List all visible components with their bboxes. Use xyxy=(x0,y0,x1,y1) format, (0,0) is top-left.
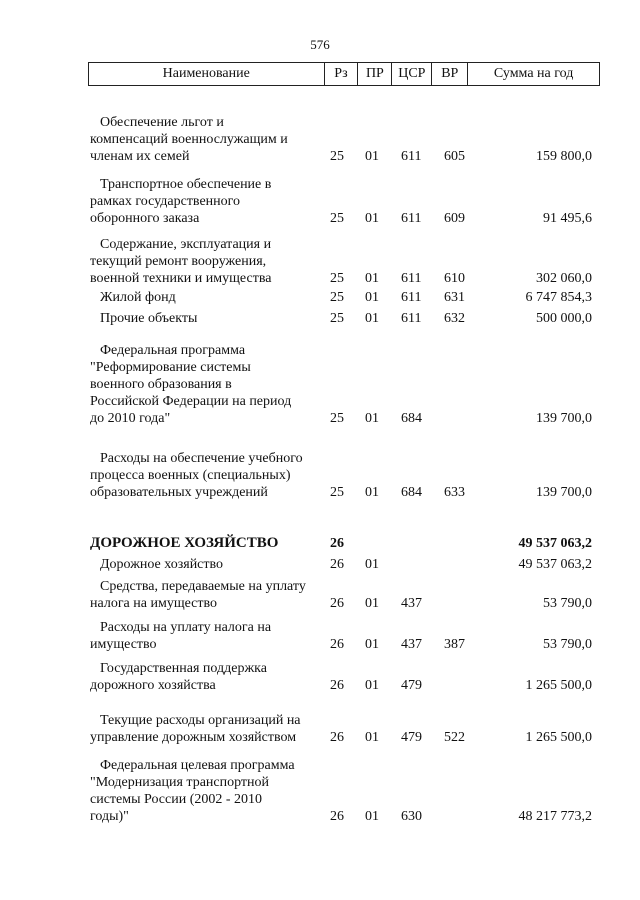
cell-vr: 609 xyxy=(444,211,465,226)
table-row xyxy=(0,310,640,327)
row-name-line: Содержание, эксплуатация и xyxy=(100,237,272,252)
row-name xyxy=(90,535,326,552)
cell-vr: 605 xyxy=(444,149,465,164)
table-row xyxy=(0,342,640,427)
row-name-line: Расходы на обеспечение учебного xyxy=(100,451,303,466)
cell-pr: 01 xyxy=(365,211,379,226)
cell-vr: 387 xyxy=(444,637,465,652)
row-name-line: Федеральная программа xyxy=(100,343,246,358)
cell-pr: 01 xyxy=(365,411,379,426)
cell-sum: 53 790,0 xyxy=(543,596,592,611)
cell-vr: 631 xyxy=(444,290,465,305)
column-header-csr: ЦСР xyxy=(392,63,432,86)
cell-rz: 26 xyxy=(330,678,344,693)
row-name xyxy=(90,757,326,825)
row-name xyxy=(90,450,326,501)
row-name xyxy=(90,578,326,612)
cell-sum: 1 265 500,0 xyxy=(525,678,592,693)
row-name-line: образовательных учреждений xyxy=(90,485,268,500)
cell-rz: 26 xyxy=(330,536,344,551)
cell-vr: 522 xyxy=(444,730,465,745)
row-name xyxy=(90,176,326,227)
row-name-line: системы России (2002 - 2010 xyxy=(90,792,263,807)
row-name-line: Государственная поддержка xyxy=(100,661,267,676)
cell-pr: 01 xyxy=(365,485,379,500)
row-name xyxy=(90,660,326,694)
row-name-line: членам их семей xyxy=(90,149,190,164)
table-row xyxy=(0,619,640,653)
cell-rz: 25 xyxy=(330,485,344,500)
cell-csr: 611 xyxy=(401,149,422,164)
row-name-line: налога на имущество xyxy=(90,596,218,611)
cell-sum: 1 265 500,0 xyxy=(525,730,592,745)
cell-csr: 611 xyxy=(401,311,422,326)
row-name-line: Транспортное обеспечение в xyxy=(100,177,272,192)
cell-pr: 01 xyxy=(365,678,379,693)
row-name xyxy=(90,342,326,427)
cell-pr: 01 xyxy=(365,290,379,305)
cell-pr: 01 xyxy=(365,149,379,164)
cell-sum: 91 495,6 xyxy=(543,211,592,226)
row-name-line: дорожного хозяйства xyxy=(90,678,216,693)
row-name-line: Федеральная целевая программа xyxy=(100,758,295,773)
cell-pr: 01 xyxy=(365,809,379,824)
column-header-pr: ПР xyxy=(358,63,392,86)
cell-csr: 684 xyxy=(401,485,422,500)
row-name-line: Прочие объекты xyxy=(100,311,198,326)
table-row xyxy=(0,289,640,306)
cell-sum: 159 800,0 xyxy=(536,149,592,164)
row-name-line: оборонного заказа xyxy=(90,211,200,226)
column-header-rz: Рз xyxy=(324,63,358,86)
cell-sum: 53 790,0 xyxy=(543,637,592,652)
row-name-line: процесса военных (специальных) xyxy=(90,468,291,483)
cell-sum: 500 000,0 xyxy=(536,311,592,326)
row-name-line: имущество xyxy=(90,637,157,652)
row-name xyxy=(90,712,326,746)
row-name xyxy=(90,619,326,653)
cell-rz: 25 xyxy=(330,311,344,326)
row-name xyxy=(90,310,326,327)
cell-rz: 26 xyxy=(330,809,344,824)
cell-sum: 139 700,0 xyxy=(536,485,592,500)
row-name-line: ДОРОЖНОЕ ХОЗЯЙСТВО xyxy=(90,535,279,551)
row-name-line: компенсаций военнослужащим и xyxy=(90,132,288,147)
row-name-line: военной техники и имущества xyxy=(90,271,272,286)
cell-rz: 26 xyxy=(330,730,344,745)
table-row xyxy=(0,114,640,165)
row-name-line: Текущие расходы организаций на xyxy=(100,713,301,728)
table-row xyxy=(0,556,640,573)
cell-rz: 25 xyxy=(330,290,344,305)
cell-sum: 6 747 854,3 xyxy=(525,290,592,305)
row-name-line: рамках государственного xyxy=(90,194,241,209)
cell-pr: 01 xyxy=(365,637,379,652)
table-header xyxy=(88,62,600,86)
column-header-sum: Сумма на год xyxy=(468,63,600,86)
row-name-line: текущий ремонт вооружения, xyxy=(90,254,267,269)
cell-csr: 611 xyxy=(401,290,422,305)
table-row xyxy=(0,660,640,694)
cell-csr: 479 xyxy=(401,730,422,745)
cell-rz: 26 xyxy=(330,557,344,572)
cell-pr: 01 xyxy=(365,271,379,286)
row-name-line: Расходы на уплату налога на xyxy=(100,620,272,635)
row-name-line: Жилой фонд xyxy=(100,290,176,305)
row-name-line: военного образования в xyxy=(90,377,232,392)
cell-csr: 630 xyxy=(401,809,422,824)
cell-pr: 01 xyxy=(365,730,379,745)
row-name-line: Обеспечение льгот и xyxy=(100,115,224,130)
cell-sum: 49 537 063,2 xyxy=(518,536,592,551)
row-name xyxy=(90,556,326,573)
cell-csr: 684 xyxy=(401,411,422,426)
cell-pr: 01 xyxy=(365,311,379,326)
cell-rz: 25 xyxy=(330,211,344,226)
row-name xyxy=(90,114,326,165)
cell-rz: 25 xyxy=(330,271,344,286)
cell-pr: 01 xyxy=(365,596,379,611)
cell-csr: 479 xyxy=(401,678,422,693)
cell-pr: 01 xyxy=(365,557,379,572)
cell-sum: 139 700,0 xyxy=(536,411,592,426)
cell-vr: 610 xyxy=(444,271,465,286)
cell-rz: 26 xyxy=(330,596,344,611)
cell-vr: 632 xyxy=(444,311,465,326)
row-name-line: "Реформирование системы xyxy=(90,360,251,375)
row-name-line: до 2010 года" xyxy=(90,411,171,426)
cell-sum: 49 537 063,2 xyxy=(518,557,592,572)
cell-csr: 437 xyxy=(401,637,422,652)
table-row xyxy=(0,757,640,825)
row-name-line: годы)" xyxy=(90,809,129,824)
cell-csr: 611 xyxy=(401,271,422,286)
cell-rz: 25 xyxy=(330,149,344,164)
cell-vr: 633 xyxy=(444,485,465,500)
column-header-vr: ВР xyxy=(432,63,468,86)
table-row xyxy=(0,578,640,612)
row-name-line: Средства, передаваемые на уплату xyxy=(100,579,306,594)
table-row xyxy=(0,712,640,746)
cell-sum: 302 060,0 xyxy=(536,271,592,286)
column-header-name: Наименование xyxy=(89,63,325,86)
cell-csr: 611 xyxy=(401,211,422,226)
table-row xyxy=(0,535,640,552)
cell-rz: 26 xyxy=(330,637,344,652)
row-name-line: Российской Федерации на период xyxy=(90,394,292,409)
row-name-line: управление дорожным хозяйством xyxy=(90,730,297,745)
row-name-line: "Модернизация транспортной xyxy=(90,775,270,790)
table-row xyxy=(0,236,640,287)
page-number: 576 xyxy=(310,37,330,52)
row-name xyxy=(90,236,326,287)
table-row xyxy=(0,176,640,227)
cell-rz: 25 xyxy=(330,411,344,426)
table-row xyxy=(0,450,640,501)
row-name-line: Дорожное хозяйство xyxy=(100,557,224,572)
cell-csr: 437 xyxy=(401,596,422,611)
row-name xyxy=(90,289,326,306)
cell-sum: 48 217 773,2 xyxy=(518,809,592,824)
